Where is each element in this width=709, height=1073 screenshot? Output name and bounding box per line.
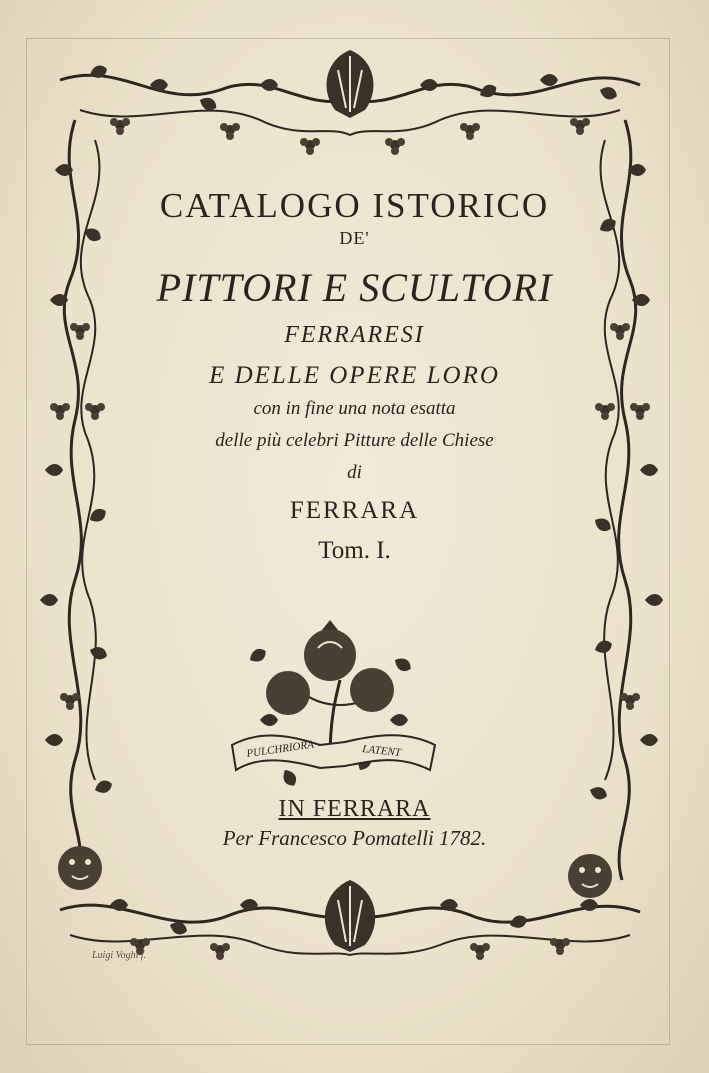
pomegranate-vignette	[232, 620, 435, 789]
title-line-5: E DELLE OPERE LORO	[209, 362, 500, 389]
title-line-7: delle più celebri Pitture delle Chiese	[215, 430, 494, 451]
title-line-2: DE'	[339, 228, 370, 248]
imprint-printer: Per Francesco Pomatelli 1782.	[222, 826, 487, 850]
title-line-3: PITTORI E SCULTORI	[156, 265, 553, 310]
title-line-8: di	[347, 462, 362, 483]
top-shell-ornament	[327, 50, 374, 118]
imprint-place: IN FERRARA	[278, 796, 431, 822]
ribbon-motto-left: PULCHRIORA	[245, 738, 315, 760]
ribbon-motto-right: LATENT	[361, 743, 402, 760]
volume-number: Tom. I.	[318, 537, 391, 564]
title-city: FERRARA	[289, 497, 420, 524]
title-line-6: con in fine una nota esatta	[253, 398, 456, 419]
bottom-shell-ornament	[325, 880, 375, 952]
title-line-4: FERRARESI	[284, 322, 425, 348]
left-mask-ornament	[58, 846, 102, 890]
title-line-1: CATALOGO ISTORICO	[159, 186, 550, 225]
engraver-signature: Luigi Voghi f.	[92, 950, 147, 961]
right-mask-ornament	[568, 854, 612, 898]
